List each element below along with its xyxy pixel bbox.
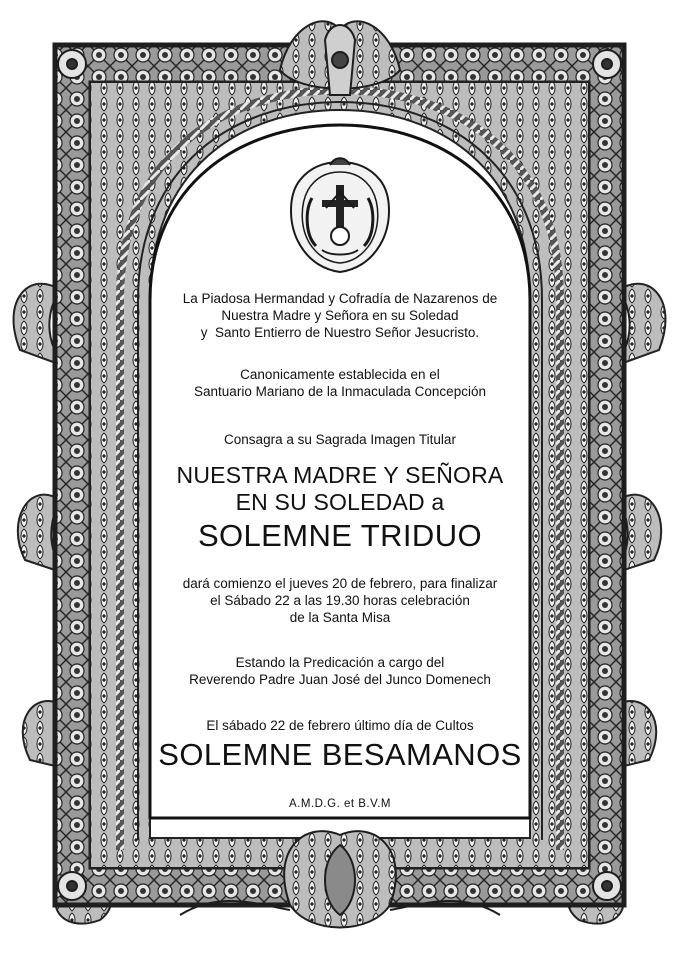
intro-line: y Santo Entierro de Nuestro Señor Jesucristo. <box>200 325 480 340</box>
intro-line: Nuestra Madre y Señora en su Soledad <box>221 308 459 323</box>
preacher-line: Estando la Predicación a cargo del <box>235 655 445 670</box>
consagra-line: Consagra a su Sagrada Imagen Titular <box>224 432 456 447</box>
event-triduo-heading: SOLEMNE TRIDUO <box>197 518 483 553</box>
titular-line: NUESTRA MADRE Y SEÑORA <box>176 462 504 488</box>
established-line: Canonicamente establecida en el <box>240 367 440 382</box>
preacher-paragraph <box>150 654 530 688</box>
intro-paragraph <box>150 290 530 341</box>
intro-line: La Piadosa Hermandad y Cofradía de Nazarenos de <box>182 291 498 306</box>
titular-line: EN SU SOLEDAD a <box>235 489 445 515</box>
schedule-line: de la Santa Misa <box>289 610 391 625</box>
titular-name <box>150 462 530 516</box>
established-line: Santuario Mariano de la Inmaculada Concepción <box>194 384 486 399</box>
event-besamanos-heading: SOLEMNE BESAMANOS <box>158 737 522 772</box>
schedule-line: el Sábado 22 a las 19.30 horas celebración <box>210 593 470 608</box>
preacher-line: Reverendo Padre Juan José del Junco Domenech <box>189 672 491 687</box>
closing-motto: A.M.D.G. et B.V.M <box>288 798 392 810</box>
schedule-line: dará comienzo el jueves 20 de febrero, para finalizar <box>182 576 498 591</box>
established-paragraph <box>150 366 530 400</box>
schedule-paragraph <box>150 575 530 626</box>
last-day-line: El sábado 22 de febrero último día de Cultos <box>206 718 474 733</box>
